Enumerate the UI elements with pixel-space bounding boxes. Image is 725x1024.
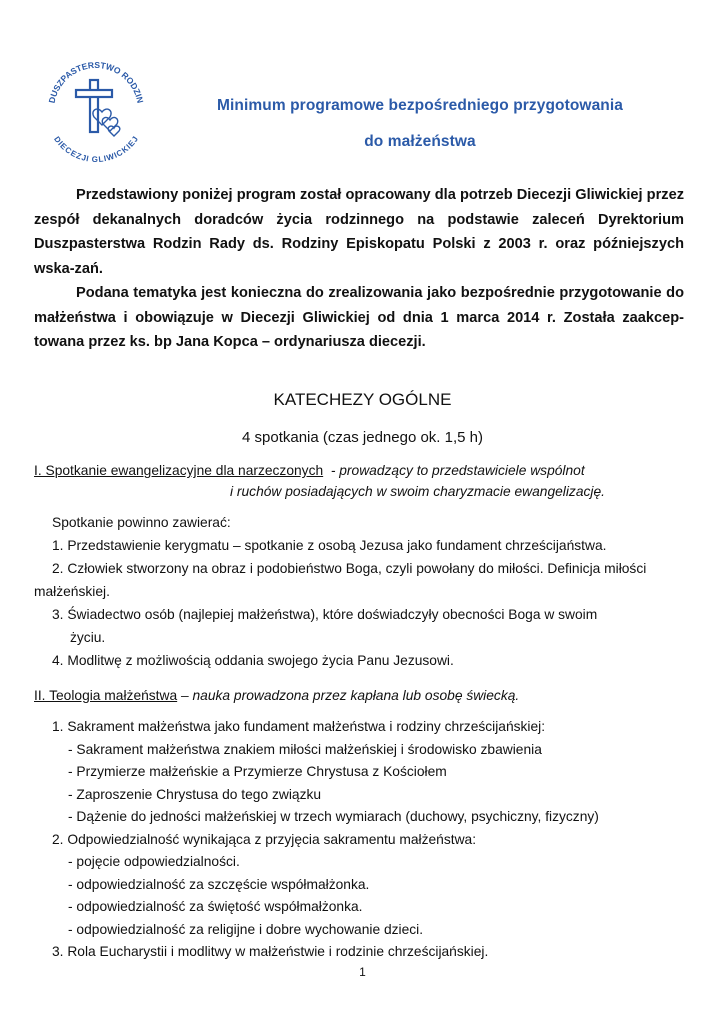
document-title-line-2: do małżeństwa [364,133,476,150]
list-item: małżeńskiej. [34,584,110,599]
meeting-2-description: – nauka prowadzona przez kapłana lub osobę świecką. [177,688,520,703]
meeting-1-leader-line-1: - prowadzący to przedstawiciele wspólnot [330,463,585,478]
intro-paragraph-2: Podana tematyka jest konieczna do zrealizowania jako bezpośrednie przygotowanie do małżeństwa i obowiązuje w Diecezji Gliwickiej od dnia 1 marca 2014 r. Została zaakcep-towana przez ks. bp Jana Kopca – ordynariusza diecezji. [34,285,684,350]
document-title-line-1: Minimum programowe bezpośredniego przygotowania [216,97,623,114]
meeting-2-heading [34,688,519,703]
list-item: 2. Odpowiedzialność wynikająca z przyjęcia sakramentu małżeństwa: [52,831,477,847]
meeting-1-content [34,511,694,672]
list-item: 2. Człowiek stworzony na obraz i podobieństwo Boga, czyli powołany do miłości. Definicja miłości [52,561,647,576]
diocese-logo [40,50,152,162]
list-item: - Zaproszenie Chrystusa do tego związku [68,786,322,802]
cross-icon [76,80,112,132]
section-title: KATECHEZY OGÓLNE [273,390,452,409]
list-item: - odpowiedzialność za szczęście współmałżonka. [68,876,370,892]
meeting-2-title: II. Teologia małżeństwa [34,688,178,703]
intro-text [34,183,684,355]
page-number: 1 [359,965,366,979]
meeting-1-leader-line-2: i ruchów posiadających w swoim charyzmacie ewangelizację. [230,484,605,499]
logo-top-text: DUSZPASTERSTWO RODZIN [46,59,146,105]
list-item: - pojęcie odpowiedzialności. [68,854,240,869]
intro-paragraph-1: Przedstawiony poniżej program został opracowany dla potrzeb Diecezji Gliwickiej przez zespół dekanalnych doradców życia rodzinnego na podstawie zaleceń Dyrektorium Duszpasterstwa Rodzin Rady ds. Rodziny Episkopatu Polski z 2003 r. oraz późniejszych wska-zań. [34,187,684,277]
list-item: - odpowiedzialność za religijne i dobre wychowanie dzieci. [68,921,424,937]
list-item: 3. Świadectwo osób (najlepiej małżeństwa), które doświadczyły obecności Boga w swoim [52,607,598,622]
list-item: 4. Modlitwę z możliwością oddania swojego życia Panu Jezusowi. [52,653,454,668]
list-item: Spotkanie powinno zawierać: [52,515,231,530]
list-item: 1. Sakrament małżeństwa jako fundament małżeństwa i rodziny chrześcijańskiej: [52,719,546,734]
list-item: - odpowiedzialność za świętość współmałżonka. [68,899,363,914]
meeting-1-title: I. Spotkanie ewangelizacyjne dla narzeczonych [34,463,324,478]
list-item: - Dążenie do jedności małżeńskiej w trzech wymiarach (duchowy, psychiczny, fizyczny) [68,809,599,824]
section-subtitle: 4 spotkania (czas jednego ok. 1,5 h) [242,429,483,446]
meeting-1-heading [34,460,694,499]
meeting-2-content [34,716,694,964]
logo-bottom-text: DIECEZJI GLIWICKIEJ [52,134,140,162]
list-item: życiu. [70,630,106,645]
list-item: - Sakrament małżeństwa znakiem miłości małżeńskiej i środowisko zbawienia [68,741,542,757]
list-item: - Przymierze małżeńskie a Przymierze Chrystusa z Kościołem [68,764,447,779]
list-item: 1. Przedstawienie kerygmatu – spotkanie z osobą Jezusa jako fundament chrześcijaństwa. [52,538,607,553]
list-item: 3. Rola Eucharystii i modlitwy w małżeństwie i rodzinie chrześcijańskiej. [52,944,489,959]
